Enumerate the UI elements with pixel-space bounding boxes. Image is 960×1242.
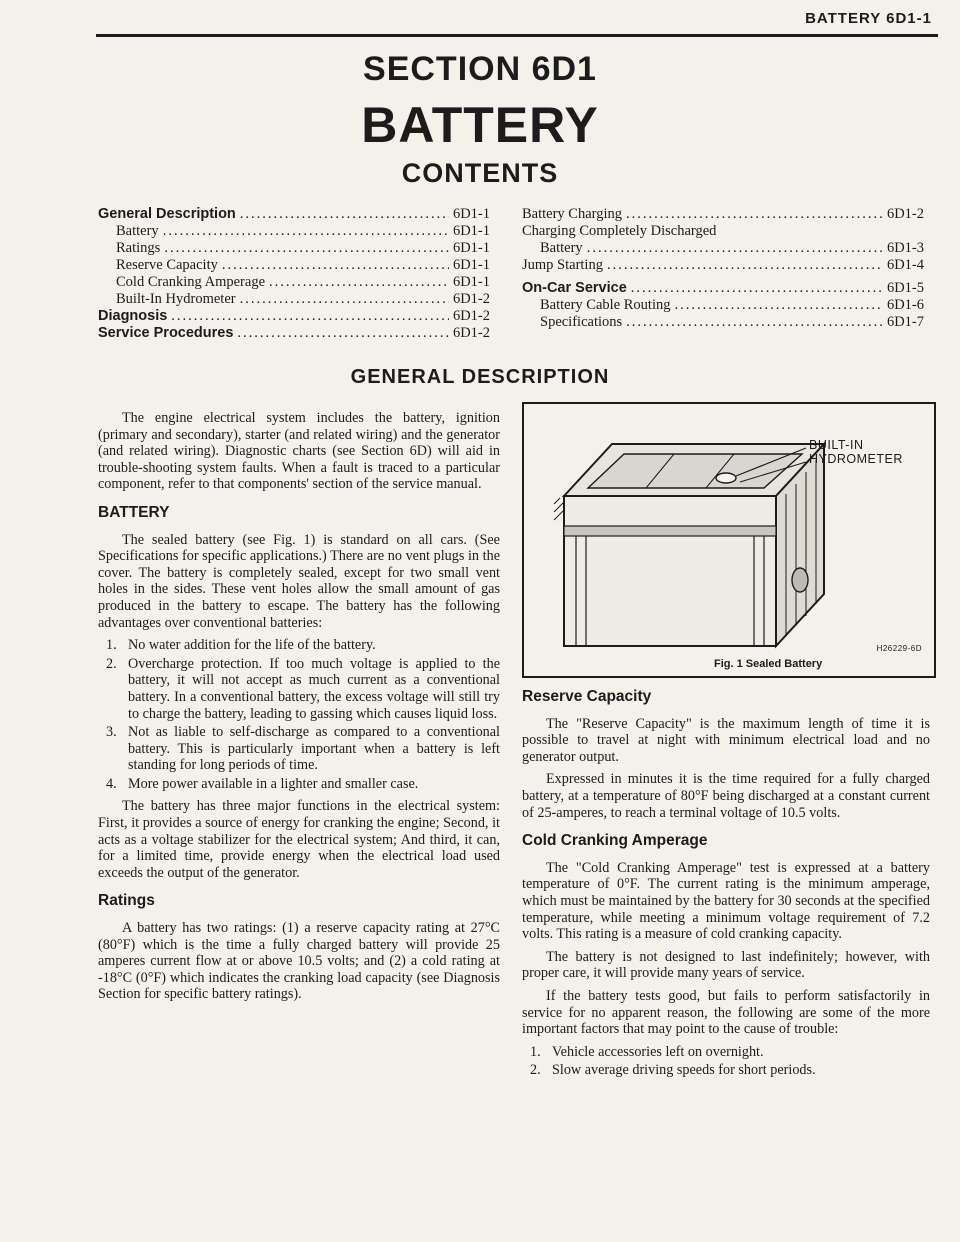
contents-title: CONTENTS	[401, 158, 559, 188]
toc-label: Specifications	[540, 314, 623, 330]
toc-page: 6D1-2	[886, 206, 924, 222]
toc-entry[interactable]	[522, 280, 924, 297]
contents-left-column	[98, 206, 490, 342]
toc-page: 6D1-2	[452, 308, 490, 324]
toc-label: Ratings	[116, 240, 161, 256]
advantages-list	[98, 637, 500, 792]
toc-page: 6D1-1	[452, 274, 490, 290]
toc-entry[interactable]	[522, 314, 924, 331]
list-item: 4. More power available in a lighter and smaller case.	[106, 775, 419, 792]
toc-entry[interactable]	[98, 274, 490, 291]
running-head: BATTERY 6D1-1	[805, 10, 932, 27]
toc-label: General Description	[98, 206, 236, 222]
figure-id: H26229-6D	[876, 644, 922, 653]
body-right-column	[522, 689, 930, 1085]
body-left-column	[98, 410, 500, 1009]
toc-page: 6D1-1	[452, 223, 490, 239]
toc-label: Jump Starting	[522, 257, 603, 273]
reserve-capacity-heading: Reserve Capacity	[522, 688, 652, 705]
reserve-capacity-paragraph: The "Reserve Capacity" is the maximum length of time it is possible to travel at night with minimum electrical load and no generator output.	[522, 715, 930, 765]
toc-label: Battery	[116, 223, 159, 239]
toc-label: On-Car Service	[522, 280, 627, 296]
figure-caption: Fig. 1 Sealed Battery	[714, 658, 823, 670]
list-item: 2. Slow average driving speeds for short periods.	[530, 1062, 816, 1079]
list-item: 1. Vehicle accessories left on overnight.	[530, 1043, 764, 1060]
toc-label: Service Procedures	[98, 325, 234, 341]
toc-entry[interactable]	[522, 297, 924, 314]
toc-label: Cold Cranking Amperage	[116, 274, 266, 290]
toc-label: Battery Cable Routing	[540, 297, 671, 313]
battery-figure	[522, 402, 936, 678]
section-title: BATTERY	[361, 97, 599, 153]
trouble-factors-list	[522, 1044, 930, 1079]
toc-label: Diagnosis	[98, 308, 168, 324]
toc-page: 6D1-1	[452, 206, 490, 222]
cold-cranking-paragraph: The "Cold Cranking Amperage" test is expressed at a battery temperature of 0°F. The current rating is the minimum amperage, which must be maintained by the battery for 30 seconds at the specified temperature, while meeting a minimum voltage requirement of 7.2 volts. This rating is a measure of cold cranking capacity.	[522, 859, 930, 943]
toc-page: 6D1-2	[452, 291, 490, 307]
contents-right-column	[522, 206, 924, 331]
battery-heading: BATTERY	[98, 503, 170, 521]
hydrometer-callout: BUILT-IN HYDROMETER	[809, 438, 903, 466]
toc-label: Battery Charging	[522, 206, 623, 222]
toc-page: 6D1-5	[886, 280, 924, 296]
cold-cranking-heading: Cold Cranking Amperage	[522, 832, 708, 850]
intro-paragraph: The engine electrical system includes the battery, ignition (primary and secondary), starter (and related wiring) and the generator (and related wiring). Diagnostic charts (see Section 6D) will aid in trouble-shooting system faults. When a fault is traced to a particular component, refer to that components' section of the service manual.	[98, 410, 500, 493]
toc-entry[interactable]	[98, 206, 490, 223]
list-item: 1. No water addition for the life of the battery.	[106, 637, 376, 654]
list-item: 2. Overcharge protection. If too much voltage is applied to the battery, it will not accept as much current as a conventional battery. In a conventional battery, the excess voltage will still try to charge the battery, leading to gassing which causes liquid loss.	[106, 655, 500, 722]
battery-life-paragraph: The battery is not designed to last indefinitely; however, with proper care, it will provide many years of service.	[522, 948, 930, 982]
toc-entry[interactable]	[522, 257, 924, 274]
toc-page: 6D1-1	[452, 240, 490, 256]
ratings-heading: Ratings	[98, 892, 155, 910]
toc-page: 6D1-7	[886, 314, 924, 330]
toc-entry[interactable]	[98, 223, 490, 240]
trouble-factors-paragraph: If the battery tests good, but fails to perform satisfactorily in service for no apparent reason, the following are some of the more important factors that may point to the cause of trouble:	[522, 987, 930, 1038]
header-rule	[96, 34, 938, 37]
toc-label: Built-In Hydrometer	[116, 291, 236, 307]
toc-entry[interactable]	[522, 206, 924, 223]
toc-label: Battery	[540, 240, 583, 256]
toc-page: 6D1-3	[886, 240, 924, 256]
toc-page: 6D1-4	[886, 257, 924, 273]
battery-paragraph: The sealed battery (see Fig. 1) is standard on all cars. (See Specifications for specific applications.) There are no vent plugs in the cover. The battery is completely sealed, except for two small vent holes in the sides. These vent holes allow the small amount of gas produced in the battery to escape. The battery has the following advantages over conventional batteries:	[98, 531, 500, 631]
toc-entry[interactable]	[98, 291, 490, 308]
toc-entry[interactable]	[98, 240, 490, 257]
toc-page: 6D1-1	[452, 257, 490, 273]
list-item: 3. Not as liable to self-discharge as compared to a conventional battery. This is particularly important when a battery is left standing for long periods of time.	[106, 724, 500, 774]
toc-entry[interactable]	[98, 308, 490, 325]
toc-entry[interactable]	[98, 257, 490, 274]
toc-label: Charging Completely Discharged	[522, 223, 717, 239]
section-number: SECTION 6D1	[363, 50, 597, 88]
reserve-capacity-paragraph-2: Expressed in minutes it is the time required for a fully charged battery, at a temperature of 80°F being discharged at a constant current of 25-amperes, to reach a terminal voltage of 10.5 volts.	[522, 771, 930, 821]
toc-entry	[522, 223, 924, 240]
battery-functions-paragraph: The battery has three major functions in the electrical system: First, it provides a source of energy for cranking the engine; Second, it acts as a voltage stabilizer for the electrical system; And third, it can, for a limited time, provide energy when the electrical load used exceeds the output of the generator.	[98, 798, 500, 881]
toc-label: Reserve Capacity	[116, 257, 218, 273]
toc-entry[interactable]	[522, 240, 924, 257]
toc-page: 6D1-2	[452, 325, 490, 341]
general-description-heading: GENERAL DESCRIPTION	[350, 366, 610, 388]
toc-page: 6D1-6	[886, 297, 924, 313]
toc-entry[interactable]	[98, 325, 490, 342]
ratings-paragraph: A battery has two ratings: (1) a reserve capacity rating at 27°C (80°F) which is the time a fully charged battery will provide 25 amperes current flow at or above 10.5 volts; and (2) a cold rating at -18°C (0°F) which indicates the cranking load capacity (see Diagnosis Section for specific battery ratings).	[98, 920, 500, 1003]
